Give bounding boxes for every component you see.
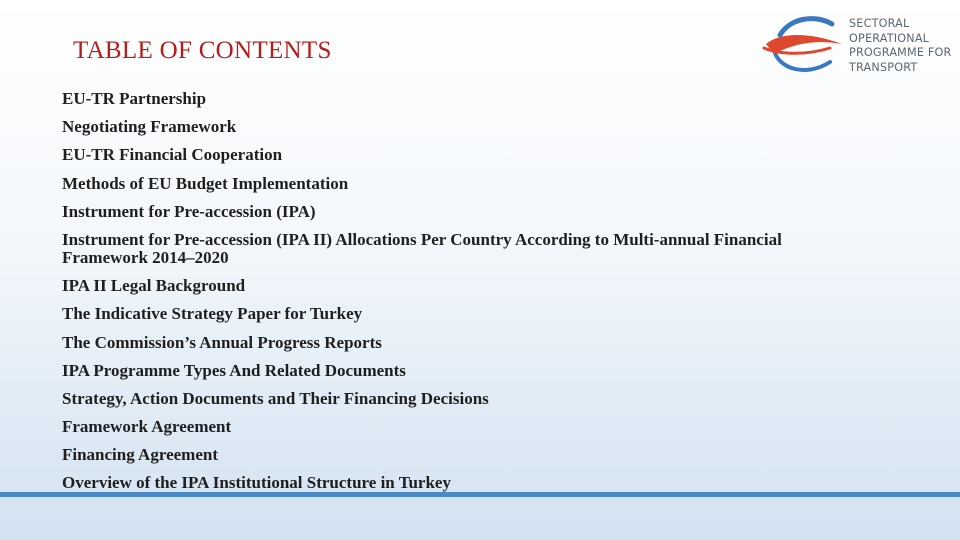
toc-item: Financing Agreement xyxy=(62,445,218,465)
logo-line: OPERATIONAL xyxy=(849,31,930,45)
logo-line: PROGRAMME FOR xyxy=(849,46,952,59)
page-title: TABLE OF CONTENTS xyxy=(73,37,332,64)
toc-item: Methods of EU Budget Implementation xyxy=(62,173,349,193)
logo-line: SECTORAL xyxy=(849,17,910,30)
bottom-divider-bar xyxy=(0,492,960,497)
toc-item: Negotiating Framework xyxy=(62,117,237,137)
toc-item: The Commission’s Annual Progress Reports xyxy=(62,332,382,352)
toc-item: EU-TR Financial Cooperation xyxy=(62,145,283,165)
toc-item: Instrument for Pre-accession (IPA) xyxy=(62,201,316,221)
toc-item: The Indicative Strategy Paper for Turkey xyxy=(62,304,363,324)
toc-item: EU-TR Partnership xyxy=(62,89,207,108)
logo-line: TRANSPORT xyxy=(849,60,918,74)
toc-item: IPA Programme Types And Related Documents xyxy=(62,360,406,380)
toc-item: Framework Agreement xyxy=(62,417,232,437)
toc-item: Strategy, Action Documents and Their Financing Decisions xyxy=(62,388,489,408)
sectoral-op-transport-logo xyxy=(760,10,955,80)
toc-list xyxy=(62,90,852,503)
logo-swoosh-icon xyxy=(760,10,848,80)
toc-item: Instrument for Pre-accession (IPA II) Allocations Per Country According to Multi-annual Financial Framework 2014–2020 xyxy=(62,229,782,267)
toc-item: Overview of the IPA Institutional Structure in Turkey xyxy=(62,473,451,493)
toc-item: IPA II Legal Background xyxy=(62,276,246,296)
